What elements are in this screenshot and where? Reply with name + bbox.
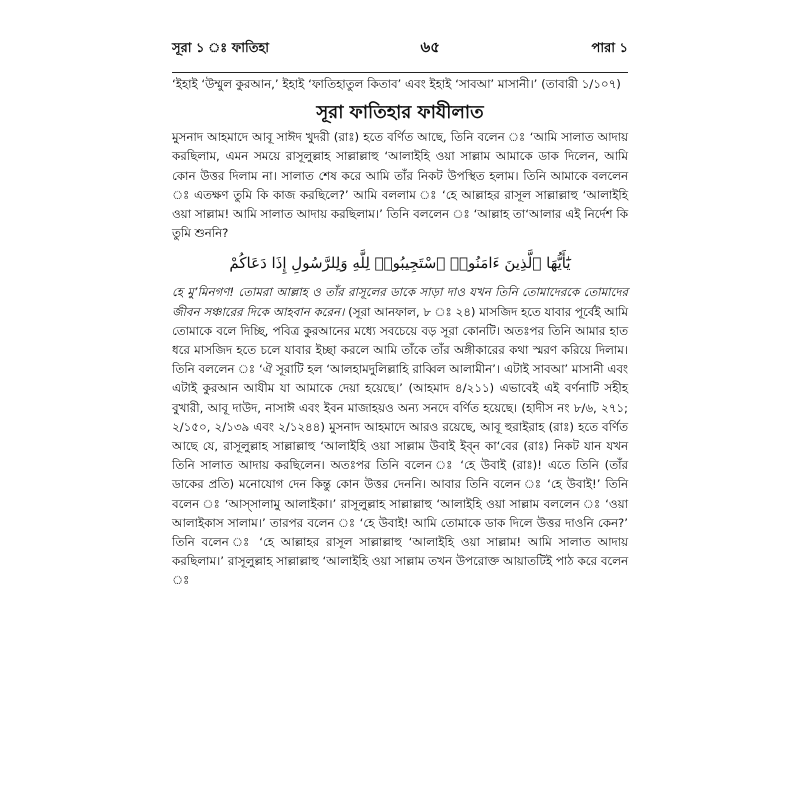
intro-paragraph: ‘ইহাই ‘উম্মুল কুরআন,’ ইহাই ‘ফাতিহাতুল কিতাব’ এবং ইহাই ‘সাবআ’ মাসানী।’ (তাবারী ১/১০৭) xyxy=(172,77,621,91)
running-header xyxy=(172,36,628,54)
body-paragraph-2-text: (সূরা আনফাল, ৮ ঃ ২৪) মাসজিদ হতে যাবার পূর্বেই আমি তোমাকে বলে দিচ্ছি, পবিত্র কুরআনের মধ্যে সবচেয়ে বড় সূরা কোনটি। অতঃপর তিনি আমার হাত ধরে মাসজিদ হতে চলে যাবার ইচ্ছা করলে আমি তাঁকে তাঁর অঙ্গীকারের কথা স্মরণ করিয়ে দিলাম। তিনি বললেন ঃ ‘ঐ সূরাটি হল ‘আলহামদুলিল্লাহি রাব্বিল আলামীন’। এটাই সাবআ’ মাসানী এবং এটাই কুরআন আযীম যা আমাকে দেয়া হয়েছে।’ (আহমাদ ৪/২১১) এভাবেই এই বর্ণনাটি সহীহ বুখারী, আবূ দাউদ, নাসাঈ এবং ইবন মাজাহয়ও অন্য সনদে বর্ণিত হয়েছে। (হাদীস নং ৮/৬, ২৭১; ২/১৫০, ২/১৩৯ এবং ২/১২৪৪) মুসনাদ আহমাদে আরও রয়েছে, আবূ হুরাইরাহ (রাঃ) হতে বর্ণিত আছে যে, রাসূলুল্লাহ সাল্লাল্লাহু ‘আলাইহি ওয়া সাল্লাম উবাই ইব্ন কা‘বের (রাঃ) নিকট যান যখন তিনি সালাত আদায় করছিলেন। অতঃপর তিনি বলেন ঃ ‘হে উবাই (রাঃ)! এতে তিনি (তাঁর ডাকের প্রতি) মনোযোগ দেন কিন্তু কোন উত্তর দেননি। আবার তিনি বলেন ঃ ‘হে উবাই!’ তিনি বলেন ঃ ‘আস্সালামু আলাইকা।’ রাসূলুল্লাহ সাল্লাল্লাহু ‘আলাইহি ওয়া সাল্লাম বললেন ঃ ‘ওয়া আলাইকাস সালাম।’ তারপর বলেন ঃ ‘হে উবাই! আমি তোমাকে ডাক দিলে উত্তর দাওনি কেন?’ তিনি বলেন ঃ ‘হে আল্লাহর রাসূল সাল্লাল্লাহু ‘আলাইহি ওয়া সাল্লাম! আমি সালাত আদায় করছিলাম।’ রাসূলুল্লাহ সাল্লাল্লাহু ‘আলাইহি ওয়া সাল্লাম তখন উপরোক্ত আয়াতটিই পাঠ করে বলেন ঃ xyxy=(172,304,628,588)
header-surah-label: সূরা ১ ঃ ফাতিহা xyxy=(172,41,270,56)
book-page xyxy=(172,36,628,591)
body-paragraph-2 xyxy=(172,283,628,590)
body-paragraph-1: মুসনাদ আহমাদে আবূ সাঈদ খুদরী (রাঃ) হতে বর্ণিত আছে, তিনি বলেন ঃ ‘আমি সালাত আদায় করছিলাম, এমন সময়ে রাসূলুল্লাহ সাল্লাল্লাহু ‘আলাইহি ওয়া সাল্লাম আমাকে ডাক দিলেন, আমি কোন উত্তর দিলাম না। সালাত শেষ করে আমি তাঁর নিকট উপস্থিত হলাম। তিনি আমাকে বললেন ঃ এতক্ষণ তুমি কি কাজ করছিলে?’ আমি বললাম ঃ ‘হে আল্লাহর রাসূল সাল্লাল্লাহু ‘আলাইহি ওয়া সাল্লাম! আমি সালাত আদায় করছিলাম।’ তিনি বললেন ঃ ‘আল্লাহ তা‘আলার এই নির্দেশ কি তুমি শুননি? xyxy=(172,130,628,241)
page-number: ৬৫ xyxy=(420,38,441,56)
header-para-label: পারা ১ xyxy=(591,41,628,56)
verse-translation: হে মু’মিনগণ! তোমরা আল্লাহ ও তাঁর রাসূলের ডাকে সাড়া দাও যখন তিনি তোমাদেরকে তোমাদের জীবন সঞ্চারের দিকে আহবান করেন। xyxy=(172,285,628,319)
arabic-verse: يَٰٓأَيُّهَا ٱلَّذِينَ ءَامَنُوا۟ ٱسْتَجِيبُوا۟ لِلَّهِ وَلِلرَّسُولِ إِذَا دَعَاكُمْ xyxy=(229,254,571,273)
section-title: সূরা ফাতিহার ফাযীলাত xyxy=(316,102,484,124)
header-divider xyxy=(172,72,628,73)
